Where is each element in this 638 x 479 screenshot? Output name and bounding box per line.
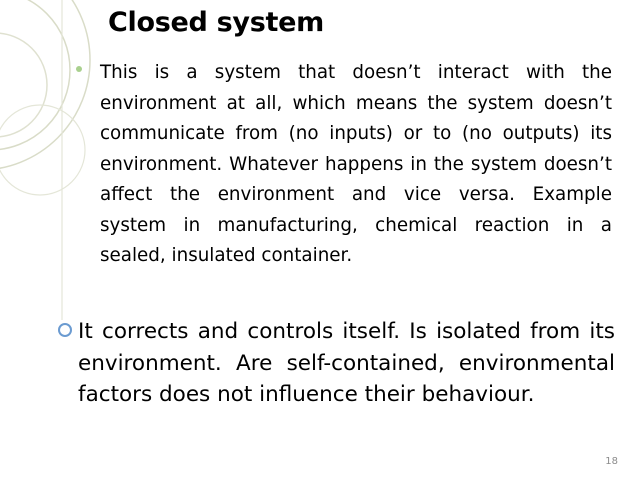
decorative-ring-inner: [0, 33, 47, 137]
bullet-item-definition: [76, 58, 612, 272]
slide-number: 18: [605, 456, 618, 467]
bullet-text: This is a system that doesn’t interact with the environment at all, which means the system doesn’t communicate from (no inputs) or to (no outputs) its environment. Whatever happens in the system doesn’t affect the environment and vice versa. Example system in manufacturing, chemical reaction in a sealed, insulated container.: [100, 62, 612, 266]
ring-bullet-icon: [58, 323, 72, 337]
slide-title: Closed system: [108, 7, 324, 38]
bullet-text: It corrects and controls itself. Is isolated from its environment. Are self-contained, environmental factors does not influence their behaviour.: [78, 319, 615, 407]
dot-bullet-icon: [76, 66, 82, 72]
decorative-ring-middle: [0, 0, 70, 150]
bullet-item-properties: [58, 316, 615, 411]
